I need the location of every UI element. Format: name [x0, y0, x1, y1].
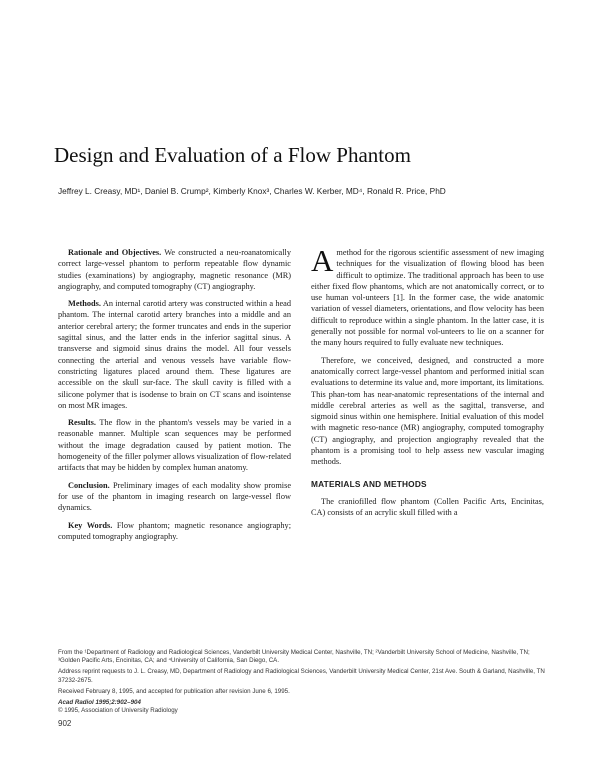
abstract-rationale [58, 247, 291, 292]
intro-paragraph [311, 243, 544, 349]
abstract-text: An internal carotid artery was constructed within a head phantom. The internal carotid artery branches into a middle and an anterior cerebral artery; the former truncates and ends in the superior sagittal sinus, and the latter ends in the inferior sagittal sinus. A transverse and sigmoid sinus drains the model. All four vessels connecting the arterial and venous vessels have variable flow-constricting ligatures placed around them. These ligatures are accessible on the skull sur-face. The skull cavity is filled with a silicone polymer that is isodense to brain on CT scans and isointense on most MR images. [58, 299, 291, 410]
abstract-keywords [58, 520, 291, 543]
abstract-lead: Methods. [68, 299, 101, 309]
abstract-lead: Conclusion. [68, 480, 110, 490]
drop-cap: A [311, 243, 334, 278]
body-column [311, 243, 544, 525]
abstract-lead: Rationale and Objectives. [68, 248, 162, 257]
footnotes [58, 649, 548, 715]
author-list: Jeffrey L. Creasy, MD¹, Daniel B. Crump², Kimberly Knox³, Charles W. Kerber, MD⁴, Ronald R. Price, PhD [58, 186, 446, 196]
abstract-column [58, 247, 291, 548]
journal-citation-text: Acad Radiol 1995;2:902–904 [58, 699, 141, 707]
article-title: Design and Evaluation of a Flow Phantom [54, 143, 411, 167]
abstract-methods [58, 298, 291, 411]
abstract-conclusion [58, 480, 291, 514]
abstract-results [58, 417, 291, 473]
received-note: Received February 8, 1995, and accepted for publication after revision June 6, 1995. [58, 687, 290, 695]
copyright-note: © 1995, Association of University Radiology [58, 707, 178, 715]
intro-paragraph-2: Therefore, we conceived, designed, and constructed a more anatomically correct large-vessel phantom and performed initial scan evaluations to determine its value and, more important, its limitations. This phan-tom has near-anatomic representations of the internal and middle cerebral arteries as well as the sagittal, transverse, and sigmoid sinus within one hemisphere. Initial evaluation of this model with magnetic reso-nance (MR) angiography, computed tomography (CT) angiography, and projection angiography revealed that the phantom is a promising tool to help assess new vascular imaging methods. [311, 355, 544, 467]
abstract-text: Flow phantom; magnetic resonance angiography; computed tomography angiography. [58, 520, 292, 541]
abstract-lead: Results. [68, 418, 96, 428]
journal-citation [58, 699, 548, 707]
abstract-text: The flow in the phantom's vessels may be varied in a reasonable manner. Multiple scan sequences may be performed without the image degradation caused by patient motion. The homogeneity of the filler polymer allows visualization of flow-related artifacts that may be hidden by complex human anatomy. [58, 418, 291, 473]
abstract-text: We constructed a neu-roanatomically correct large-vessel phantom to perform repeatable flow dynamic studies (examinations) by angiography, magnetic resonance (MR) angiography, and computed tomography (CT) angiography. [58, 248, 291, 291]
abstract-lead: Key Words. [68, 520, 113, 530]
abstract-text: Preliminary images of each modality show promise for use of the phantom in imaging research on large-vessel flow dynamics. [58, 480, 291, 513]
intro-text: method for the rigorous scientific assessment of new imaging techniques for the visualization of flowing blood has been difficult to optimize. The traditional approach has been to use either fixed flow phantoms, which are not anatomically correct, or to use human vol-unteers [1]. In the former case, the wide anatomic variation of vessel diameters, orientations, and flow velocity has been difficult to reproduce within a single phantom. In the latter case, it is generally not possible for normal vol-unteers to lie on a scanner for the many hours required to fully evaluate new techniques. [311, 248, 544, 348]
address-note: Address reprint requests to J. L. Creasy, MD, Department of Radiology and Radiological Sciences, Vanderbilt University Medical Center, 21st Ave. South & Garland, Nashville, TN 37232-2675. [58, 668, 545, 684]
methods-paragraph: The craniofilled flow phantom (Collen Pacific Arts, Encinitas, CA) consists of an acrylic skull filled with a [311, 496, 544, 518]
page-number: 902 [58, 719, 72, 728]
affiliations-note: From the ¹Department of Radiology and Radiological Sciences, Vanderbilt University Medical Center, Nashville, TN; ²Vanderbilt University School of Medicine, Nashville, TN; ³Golden Pacific Arts, Encinitas, CA; and ⁴University of California, San Diego, CA. [58, 649, 530, 665]
section-heading: MATERIALS AND METHODS [311, 478, 427, 489]
